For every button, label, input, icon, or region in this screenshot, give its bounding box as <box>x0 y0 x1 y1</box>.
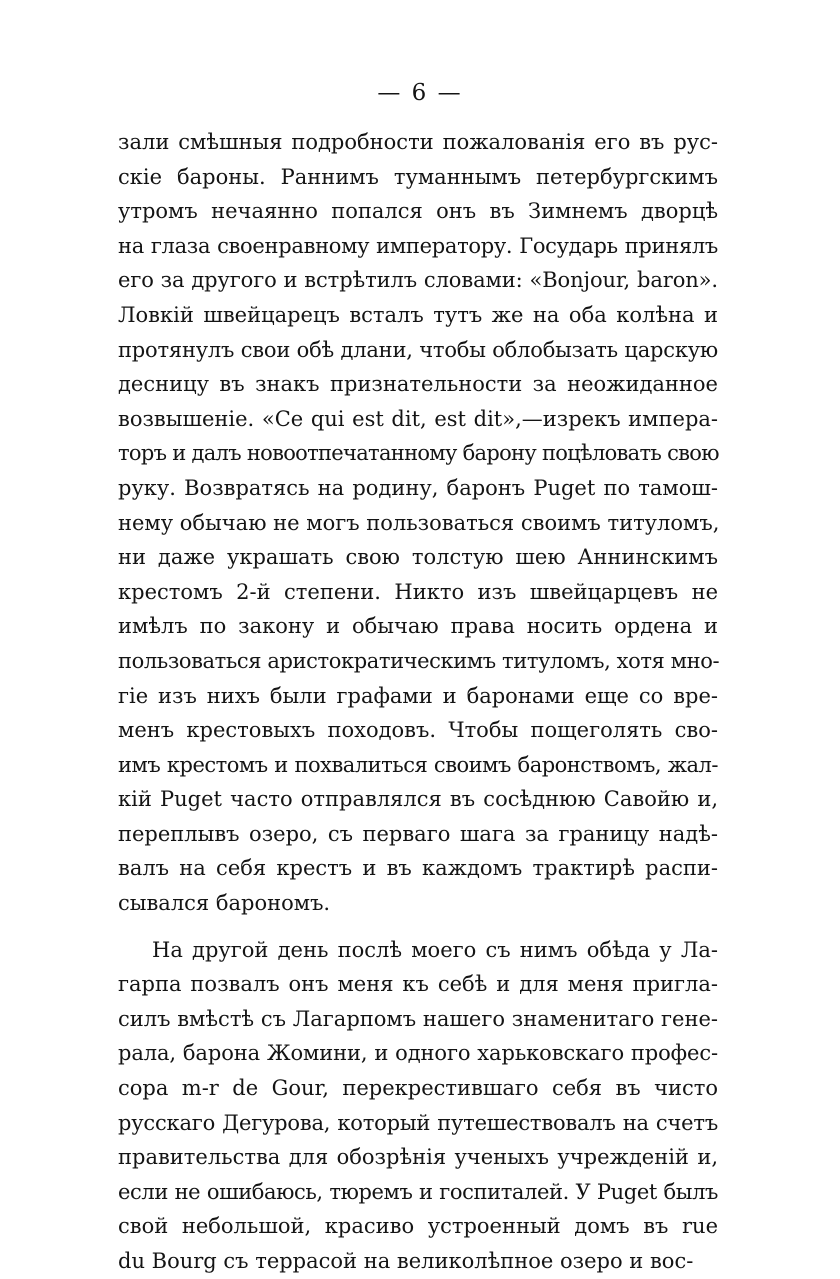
text-line: сывался барономъ. <box>118 891 331 916</box>
text-line: гарпа позвалъ онъ меня къ себѣ и для меня пригла- <box>118 972 718 997</box>
paragraph <box>118 933 718 1279</box>
text-line: На другой день послѣ моего съ нимъ обѣда у Ла- <box>152 937 718 962</box>
text-line: если не ошибаюсь, тюремъ и госпиталей. У Puget былъ <box>118 1179 718 1204</box>
paragraph <box>118 125 718 921</box>
text-column <box>118 125 718 1279</box>
text-line: протянулъ свои обѣ длани, чтобы облобызать царскую <box>118 337 718 362</box>
text-line: менъ крестовыхъ походовъ. Чтобы пощеголять сво- <box>118 718 718 743</box>
text-line: утромъ нечаянно попался онъ въ Зимнемъ дворцѣ <box>118 199 718 224</box>
text-line: крестомъ 2-й степени. Никто изъ швейцарцевъ не <box>118 579 718 604</box>
text-line: имъ крестомъ и похвалиться своимъ баронствомъ, жал- <box>118 752 718 777</box>
paragraph-gap <box>118 921 718 933</box>
text-line: скіе бароны. Раннимъ туманнымъ петербургскимъ <box>118 164 718 189</box>
text-line: правительства для обозрѣнія ученыхъ учрежденій и, <box>118 1145 718 1170</box>
text-line: зали смѣшныя подробности пожалованія его въ рус- <box>118 130 718 154</box>
text-line: нему обычаю не могъ пользоваться своимъ титуломъ, <box>118 510 720 535</box>
text-line: пользоваться аристократическимъ титуломъ, хотя мно- <box>118 648 720 673</box>
text-line: сора m-r de Gour, перекрестившаго себя въ чисто <box>118 1076 718 1101</box>
text-line: силъ вмѣстѣ съ Лагарпомъ нашего знаменитаго гене- <box>118 1006 718 1031</box>
text-line: переплывъ озеро, съ перваго шага за границу надѣ- <box>118 821 718 846</box>
text-line: на глаза своенравному императору. Государь принялъ <box>118 233 718 258</box>
text-line: кій Puget часто отправлялся въ сосѣднюю Савойю и, <box>118 787 718 812</box>
text-line: ни даже украшать свою толстую шею Аннинскимъ <box>118 545 718 570</box>
text-line: его за другого и встрѣтилъ словами: «Bonjour, baron». <box>118 268 718 293</box>
text-line: русскаго Дегурова, который путешествовалъ на счетъ <box>118 1110 718 1135</box>
text-line: торъ и далъ новоотпечатанному барону поцѣловать свою <box>118 441 719 466</box>
text-line: валъ на себя крестъ и въ каждомъ трактирѣ распи- <box>118 856 718 881</box>
text-line: имѣлъ по закону и обычаю права носить ордена и <box>118 614 718 639</box>
text-line: возвышеніе. «Ce qui est dit, est dit»,—изрекъ импера- <box>118 406 718 431</box>
page-number: — 6 — <box>377 80 463 106</box>
text-line: свой небольшой, красиво устроенный домъ въ rue <box>118 1214 718 1239</box>
text-line: десницу въ знакъ признательности за неожиданное <box>118 372 718 397</box>
text-line: рала, барона Жомини, и одного харьковскаго профес- <box>118 1041 718 1066</box>
text-line: гіе изъ нихъ были графами и баронами еще со вре- <box>118 683 718 708</box>
text-line: руку. Возвратясь на родину, баронъ Puget по тамош- <box>118 475 718 500</box>
text-line: Ловкій швейцарецъ всталъ тутъ же на оба колѣна и <box>118 302 718 327</box>
text-line: du Bourg съ террасой на великолѣпное озеро и вос- <box>118 1249 694 1273</box>
